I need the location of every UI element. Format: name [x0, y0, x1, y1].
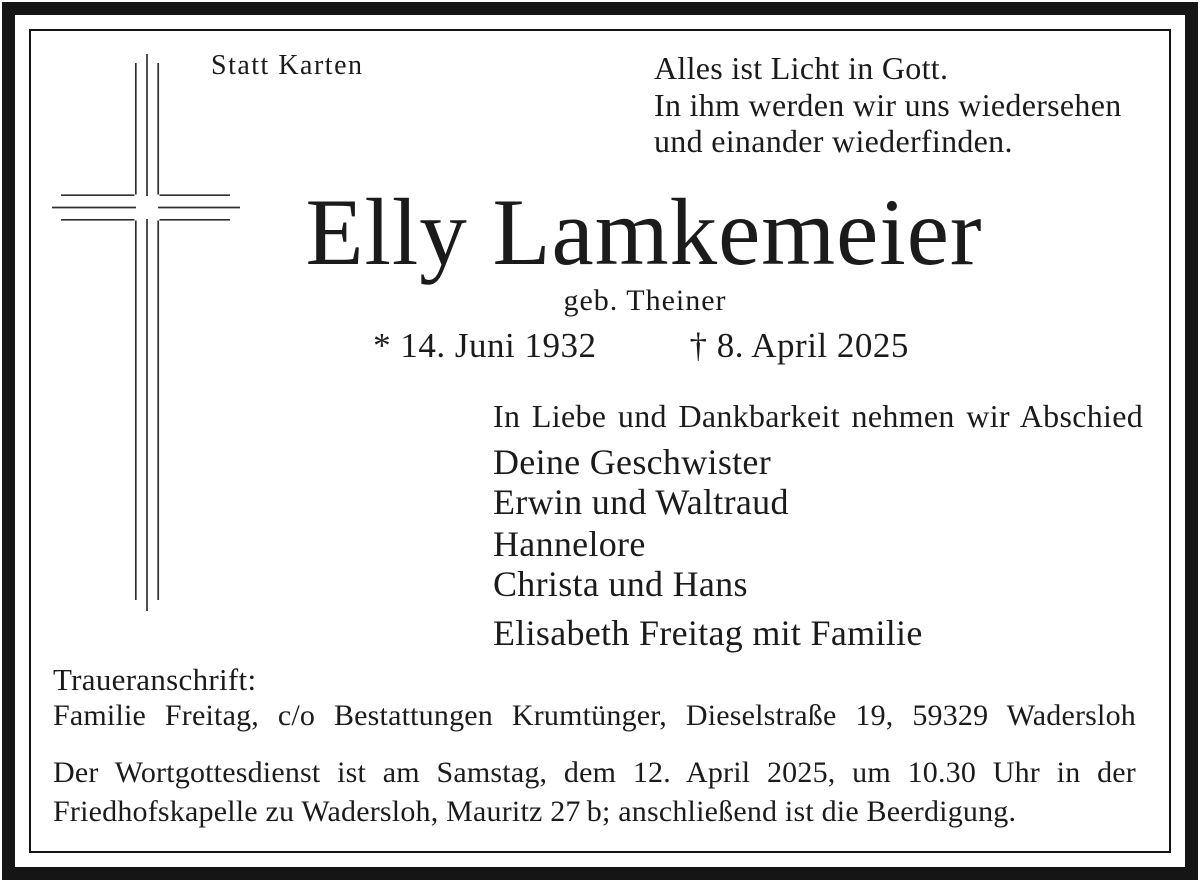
birth-date: * 14. Juni 1932 — [373, 326, 597, 365]
epigraph-verse — [654, 50, 1122, 160]
epigraph-line-3: und einander wiederfinden. — [654, 123, 1013, 159]
service-info-line-1: Der Wortgottesdienst ist am Samstag, dem 12. April 2025, um 10.30 Uhr in der — [53, 756, 1136, 789]
mourning-address-label: Traueranschrift: — [53, 662, 257, 697]
epigraph-line-2: In ihm werden wir uns wiedersehen — [654, 86, 1122, 123]
maiden-name: geb. Theiner — [563, 284, 727, 317]
mourner-line-elisabeth-familie: Elisabeth Freitag mit Familie — [493, 613, 923, 653]
life-dates — [373, 328, 909, 363]
farewell-line: In Liebe und Dankbarkeit nehmen wir Abschied — [493, 398, 1143, 434]
epigraph-line-1: Alles ist Licht in Gott. — [654, 50, 949, 86]
mourner-line-erwin-waltraud: Erwin und Waltraud — [493, 482, 789, 522]
service-info-line-2: Friedhofskapelle zu Wadersloh, Mauritz 27 b; anschließend ist die Beerdigung. — [53, 795, 1017, 828]
death-date: † 8. April 2025 — [689, 326, 909, 365]
mourner-line-christa-hans: Christa und Hans — [493, 564, 748, 604]
mourner-line-geschwister: Deine Geschwister — [493, 442, 772, 482]
mourning-address-line: Familie Freitag, c/o Bestattungen Krumtünger, Dieselstraße 19, 59329 Wadersloh — [53, 699, 1136, 732]
deceased-name: Elly Lamkemeier — [305, 179, 983, 285]
latin-cross-icon — [0, 0, 260, 620]
statt-karten-label: Statt Karten — [211, 50, 364, 81]
mourner-line-hannelore: Hannelore — [493, 524, 646, 564]
